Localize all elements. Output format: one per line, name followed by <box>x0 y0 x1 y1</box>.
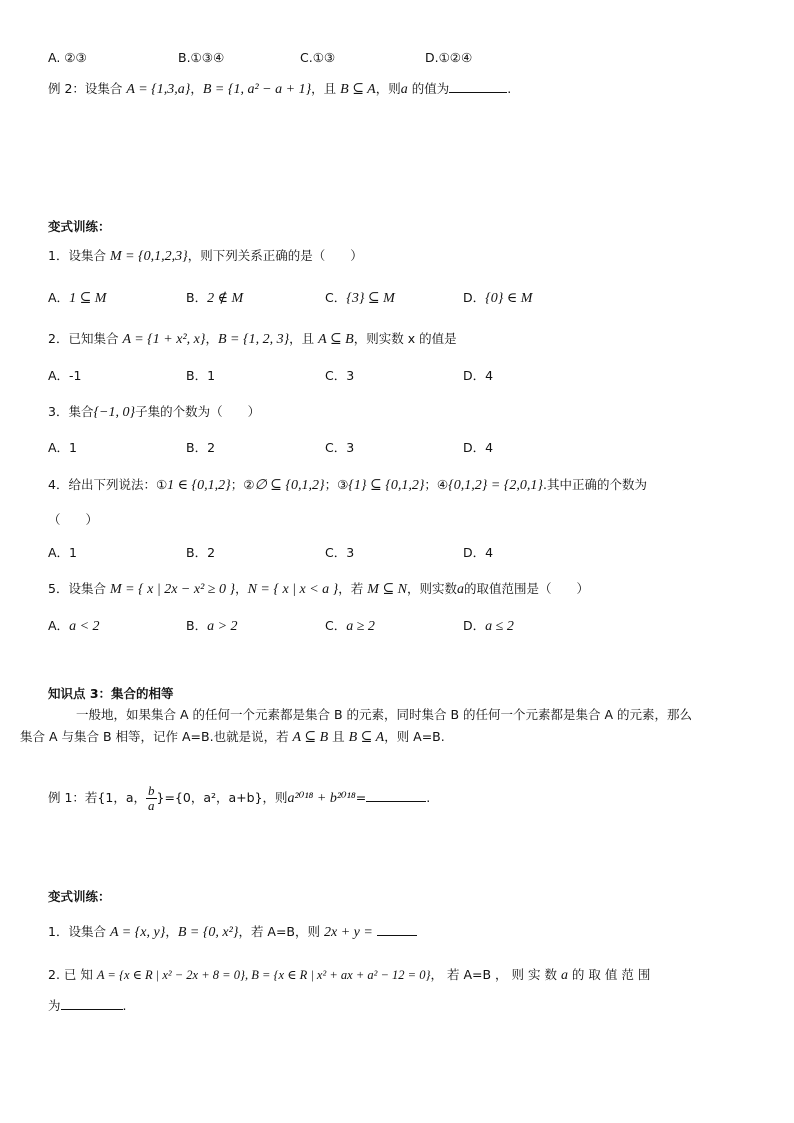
option-a: A. ②③ <box>48 50 87 65</box>
section-title-training-2: 变式训练： <box>48 889 111 904</box>
q5-option-c: C．a ≥ 2 <box>325 618 375 634</box>
q5-stem: 5．设集合 M = { x | 2x − x² ≥ 0 }，N = { x | x < a }，若 M ⊆ N，则实数a的取值范围是（ ） <box>48 581 590 597</box>
q2-option-b: B．1 <box>186 368 216 383</box>
q4-paren: （ ） <box>48 512 99 527</box>
answer-blank <box>377 923 417 936</box>
q1-stem <box>48 247 363 266</box>
q3-option-d: D．4 <box>463 440 494 455</box>
q1-stem-post: ，则下列关系正确的是（ ） <box>187 248 363 263</box>
q3-option-b: B．2 <box>186 440 216 455</box>
ex2-prefix: 例 2：设集合 <box>48 81 127 96</box>
option-b: B.①③④ <box>178 50 225 65</box>
answer-blank <box>61 997 123 1010</box>
q2-option-a: A．-1 <box>48 368 82 383</box>
option-c: C.①③ <box>300 50 336 65</box>
fraction-b-over-a: $\frac{b}{a}$ <box>148 783 155 813</box>
knowledge-point-3-paragraph: 一般地，如果集合 A 的任何一个元素都是集合 B 的元素，同时集合 B 的任何一个元素都是集合 A 的元素，那么 集合 A 与集合 B 相等，记作 A=B.也就是说，若 A ⊆ B 且 B ⊆ A，则 A=B. <box>20 707 693 745</box>
q5-option-b: B．a > 2 <box>186 618 238 634</box>
q1-stem-pre: 1．设集合 <box>48 248 110 263</box>
q4-option-a: A．1 <box>48 545 78 560</box>
ex2-mid3: ，则 <box>375 81 401 96</box>
ex2-var: a <box>400 82 408 97</box>
answer-blank <box>449 80 507 93</box>
q4-option-b: B．2 <box>186 545 216 560</box>
q3-option-c: C．3 <box>325 440 355 455</box>
q4-option-c: C．3 <box>325 545 355 560</box>
ex2-suffix: 的值为 <box>407 81 450 96</box>
q5-option-d: D．a ≤ 2 <box>463 618 514 634</box>
q5-option-a: A．a < 2 <box>48 618 100 634</box>
q1-stem-math: M = {0,1,2,3} <box>109 249 188 264</box>
ex2-mid1: ， <box>190 81 203 96</box>
q4-stem: 4．给出下列说法：①1 ∈ {0,1,2}；②∅ ⊆ {0,1,2}；③{1} ⊆ {0,1,2}；④{0,1,2} = {2,0,1}.其中正确的个数为 <box>48 477 647 493</box>
q2-option-c: C．3 <box>325 368 355 383</box>
answer-blank <box>366 789 426 802</box>
q3-option-a: A．1 <box>48 440 78 455</box>
ex2-relation: B ⊆ A <box>340 82 376 97</box>
option-d: D.①②④ <box>425 50 473 65</box>
section-title-training-1: 变式训练： <box>48 219 111 234</box>
ex2-set-a: A = {1,3,a} <box>126 82 191 97</box>
v1-stem: 1．设集合 A = {x, y}，B = {0, x²}，若 A=B，则 2x + y = <box>48 923 417 942</box>
q1-option-b: B．2 ∉ M <box>186 290 244 306</box>
ex2-mid2: ，且 <box>311 81 341 96</box>
q4-option-d: D．4 <box>463 545 494 560</box>
v2-stem: 2. 已 知 A = {x ∈ R | x² − 2x + 8 = 0}, B = {x ∈ R | x² + ax + a² − 12 = 0}， 若 A=B ， 则 实 数 a 的 取 值 范 围 <box>48 967 651 983</box>
q1-option-d: D．{0} ∈ M <box>463 290 533 306</box>
q1-option-c: C．{3} ⊆ M <box>325 290 395 306</box>
q3-stem: 3．集合{−1, 0}子集的个数为（ ） <box>48 404 261 420</box>
ex2-set-b: B = {1, a² − a + 1} <box>202 82 312 97</box>
v2-line2: 为 . <box>48 998 127 1013</box>
q2-stem: 2．已知集合 A = {1 + x², x}，B = {1, 2, 3}，且 A ⊆ B，则实数 x 的值是 <box>48 331 457 347</box>
example-2: 例 2：设集合 A = {1,3,a}，B = {1, a² − a + 1}，且 B ⊆ A，则a 的值为 . <box>48 81 512 97</box>
example-1: 例 1：若{1，a， $\frac{b}{a}$ }={0，a²，a+b}，则a²⁰¹⁸ + b²⁰¹⁸= . <box>48 783 431 813</box>
q1-option-a: A．1 ⊆ M <box>48 290 107 306</box>
q2-option-d: D．4 <box>463 368 494 383</box>
knowledge-point-3-title: 知识点 3：集合的相等 <box>48 686 174 701</box>
